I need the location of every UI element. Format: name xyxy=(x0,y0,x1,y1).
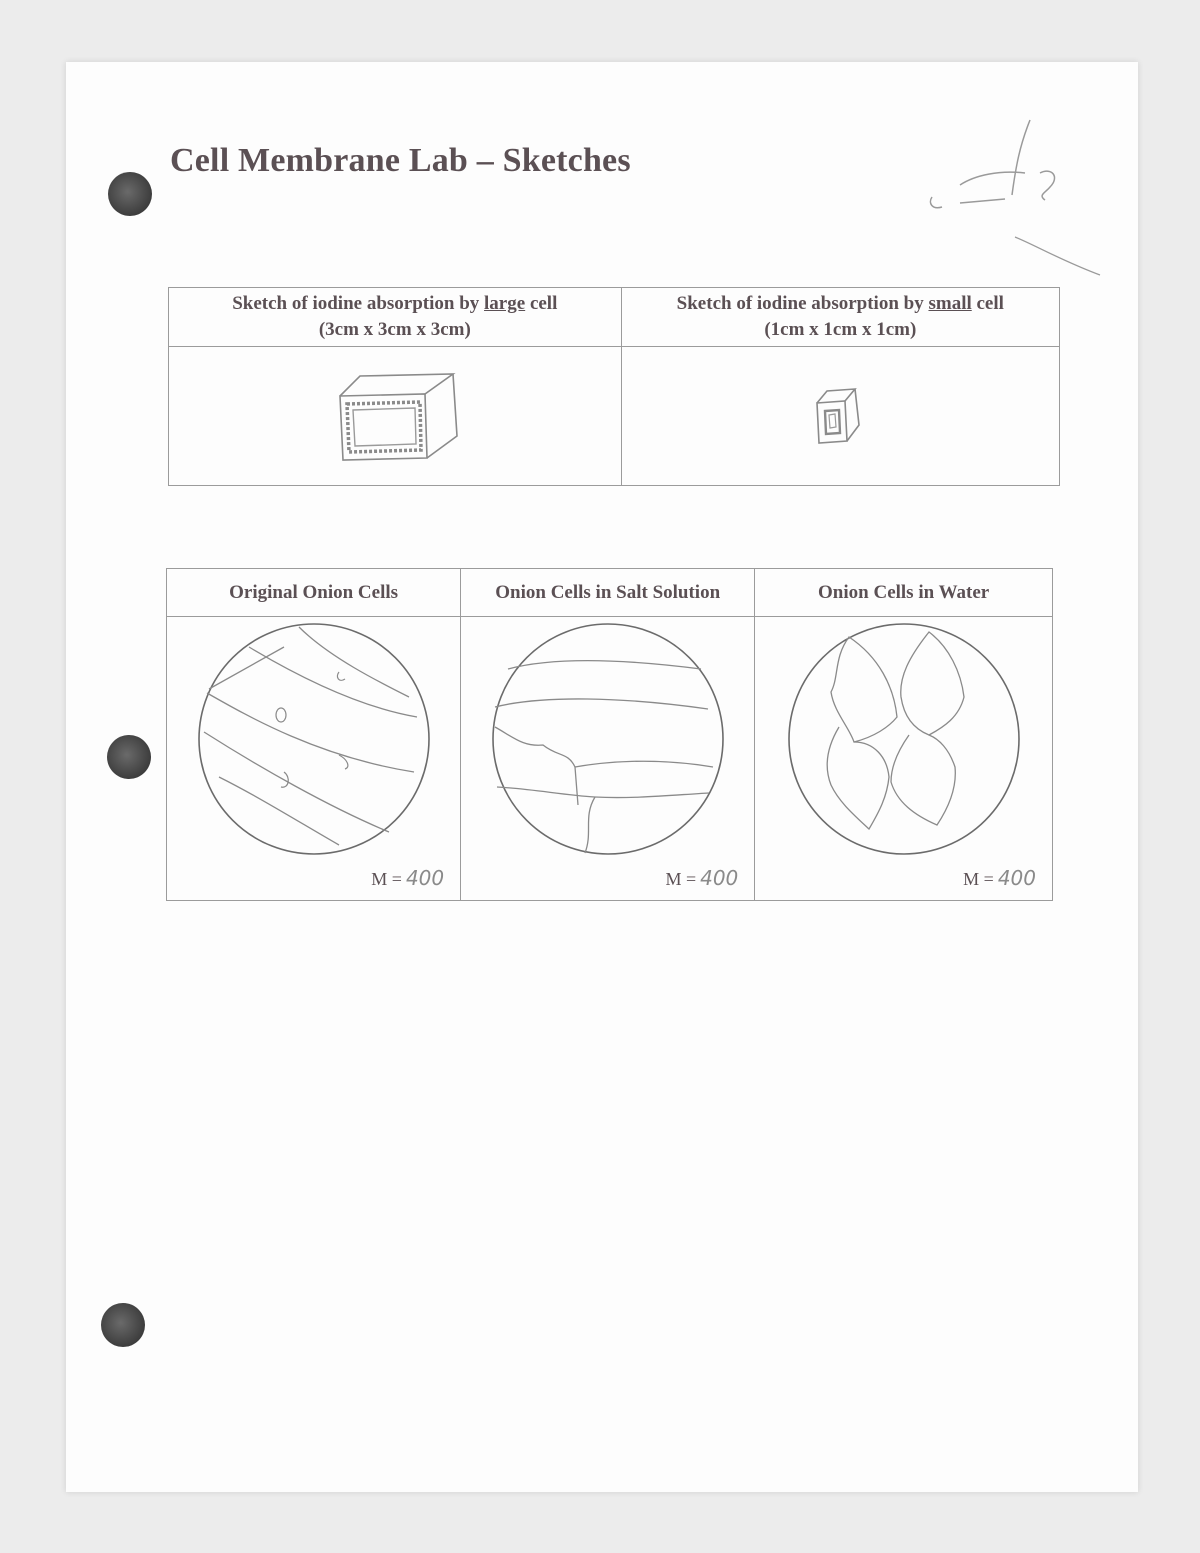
page-title: Cell Membrane Lab – Sketches xyxy=(170,142,631,179)
large-emphasis: large xyxy=(484,293,526,314)
magnification-salt xyxy=(665,866,738,890)
mag-value: 400 xyxy=(405,866,445,890)
small-suffix: cell xyxy=(971,293,1004,314)
header-salt-solution: Onion Cells in Salt Solution xyxy=(461,569,755,617)
small-cell-sketch-cell xyxy=(621,347,1059,486)
small-dims: (1cm x 1cm x 1cm) xyxy=(764,319,917,340)
mag-label: M = xyxy=(963,869,994,889)
salt-solution-sketch xyxy=(483,617,733,867)
mag-value: 400 xyxy=(997,866,1036,890)
magnification-water xyxy=(963,866,1036,890)
large-cell-sketch-cell xyxy=(169,347,622,486)
onion-cells-table xyxy=(166,568,1053,901)
punch-hole-middle xyxy=(107,735,151,779)
punch-hole-bottom xyxy=(101,1303,145,1347)
large-suffix: cell xyxy=(525,293,558,314)
salt-solution-cell xyxy=(461,617,755,901)
original-onion-sketch xyxy=(189,617,439,867)
large-cube-sketch xyxy=(325,366,465,466)
original-onion-cell xyxy=(167,617,461,901)
handwritten-mark-corner xyxy=(920,115,1120,285)
mag-value: 400 xyxy=(700,866,739,890)
header-water: Onion Cells in Water xyxy=(755,569,1053,617)
water-sketch xyxy=(779,617,1029,867)
header-original-onion: Original Onion Cells xyxy=(167,569,461,617)
large-prefix: Sketch of iodine absorption by xyxy=(232,293,485,314)
large-dims: (3cm x 3cm x 3cm) xyxy=(318,319,471,340)
header-large-cell xyxy=(169,288,622,347)
iodine-absorption-table xyxy=(168,287,1060,486)
header-small-cell xyxy=(621,288,1059,347)
punch-hole-top xyxy=(108,172,152,216)
mag-label: M = xyxy=(371,869,402,889)
small-cube-sketch xyxy=(805,381,875,451)
water-cell xyxy=(755,617,1053,901)
mag-label: M = xyxy=(665,869,697,889)
magnification-original xyxy=(371,866,444,890)
small-prefix: Sketch of iodine absorption by xyxy=(676,293,929,314)
small-emphasis: small xyxy=(928,293,972,314)
